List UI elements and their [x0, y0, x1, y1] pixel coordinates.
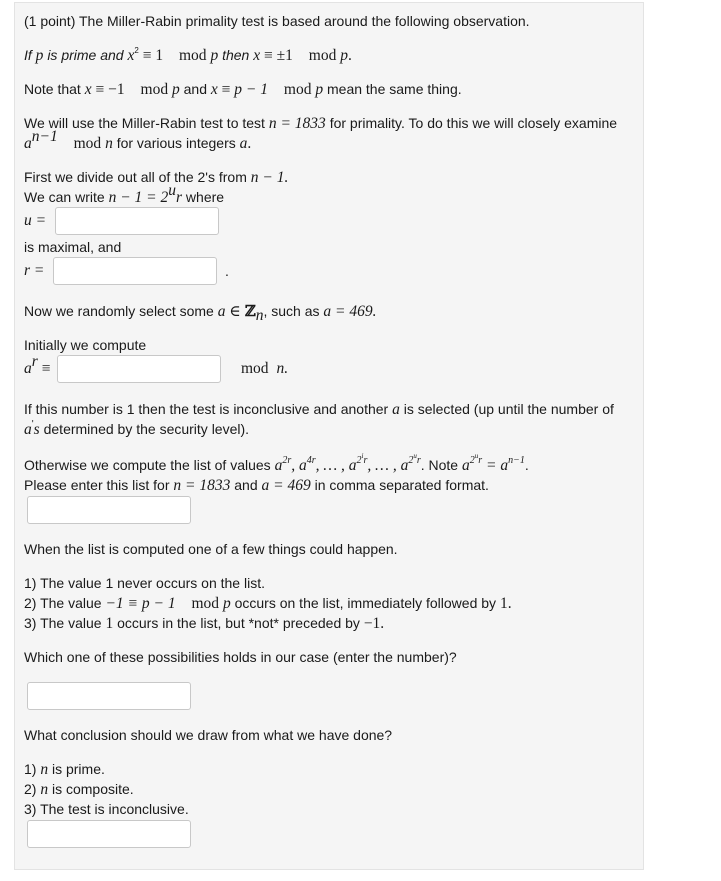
problem-intro: (1 point) The Miller-Rabin primality test is based around the following observation.	[24, 13, 530, 29]
ar-input[interactable]	[57, 355, 221, 383]
observation: If p is prime and $x^2 \equiv 1$ mod p then x ≡ ±1 mod p.	[24, 46, 352, 64]
if-one-line-1: If this number is 1 then the test is inconclusive and another a is selected (up until the number of	[24, 401, 614, 418]
which-one-text: Which one of these possibilities holds in our case (enter the number)?	[24, 649, 457, 665]
if-one-line-2: a's determined by the security level).	[24, 419, 250, 438]
r-input[interactable]	[53, 257, 217, 285]
u-input[interactable]	[55, 207, 219, 235]
enter-list-line: Please enter this list for n = 1833 and a = 469 in comma separated format.	[24, 477, 489, 494]
compute-mod-n: mod n.	[241, 360, 289, 377]
write-line: We can write $n - 1 = 2^ur$ where	[24, 182, 225, 206]
option-2: 2) The value −1 ≡ p − 1 mod p occurs on the list, immediately followed by 1.	[24, 595, 512, 612]
conclusion-3: 3) The test is inconclusive.	[24, 801, 189, 817]
test-line-1: We will use the Miller-Rabin test to test n = 1833 for primality. To do this we will closely examine	[24, 115, 618, 132]
compute-ar-label: $a^r$ ≡	[24, 353, 51, 377]
conclusion-2: 2) n is composite.	[24, 781, 134, 798]
select-line: Now we randomly select some a ∈ ℤ$_n$, such as a = 469.	[24, 302, 377, 324]
when-list-text: When the list is computed one of a few things could happen.	[24, 541, 398, 557]
option-3: 3) The value 1 occurs in the list, but *not* preceded by −1.	[24, 615, 385, 632]
maximal-text: is maximal, and	[24, 239, 122, 255]
r-label: r =	[24, 262, 45, 279]
otherwise-line: Otherwise we compute the list of values $a^{2r}$, $a^{4r}$, … , $a^{2^ir}$, … , $a^{2^ur}$. Note $a^{2^ur} = a^{n-1}$.	[24, 451, 529, 474]
r-period: .	[225, 263, 229, 279]
list-input[interactable]	[27, 496, 191, 524]
conclusion-1: 1) n is prime.	[24, 761, 105, 778]
option-1: 1) The value 1 never occurs on the list.	[24, 575, 265, 591]
divide-line: First we divide out all of the 2's from n − 1.	[24, 169, 289, 186]
possibility-input[interactable]	[27, 682, 191, 710]
test-line-2: $a^{n-1}$ mod n for various integers a.	[24, 128, 252, 152]
conclusion-question: What conclusion should we draw from what we have done?	[24, 727, 393, 743]
compute-lead: Initially we compute	[24, 337, 147, 353]
note-line: Note that x ≡ −1 mod p and x ≡ p − 1 mod p mean the same thing.	[24, 81, 462, 98]
u-label: u =	[24, 212, 47, 229]
conclusion-input[interactable]	[27, 820, 191, 848]
